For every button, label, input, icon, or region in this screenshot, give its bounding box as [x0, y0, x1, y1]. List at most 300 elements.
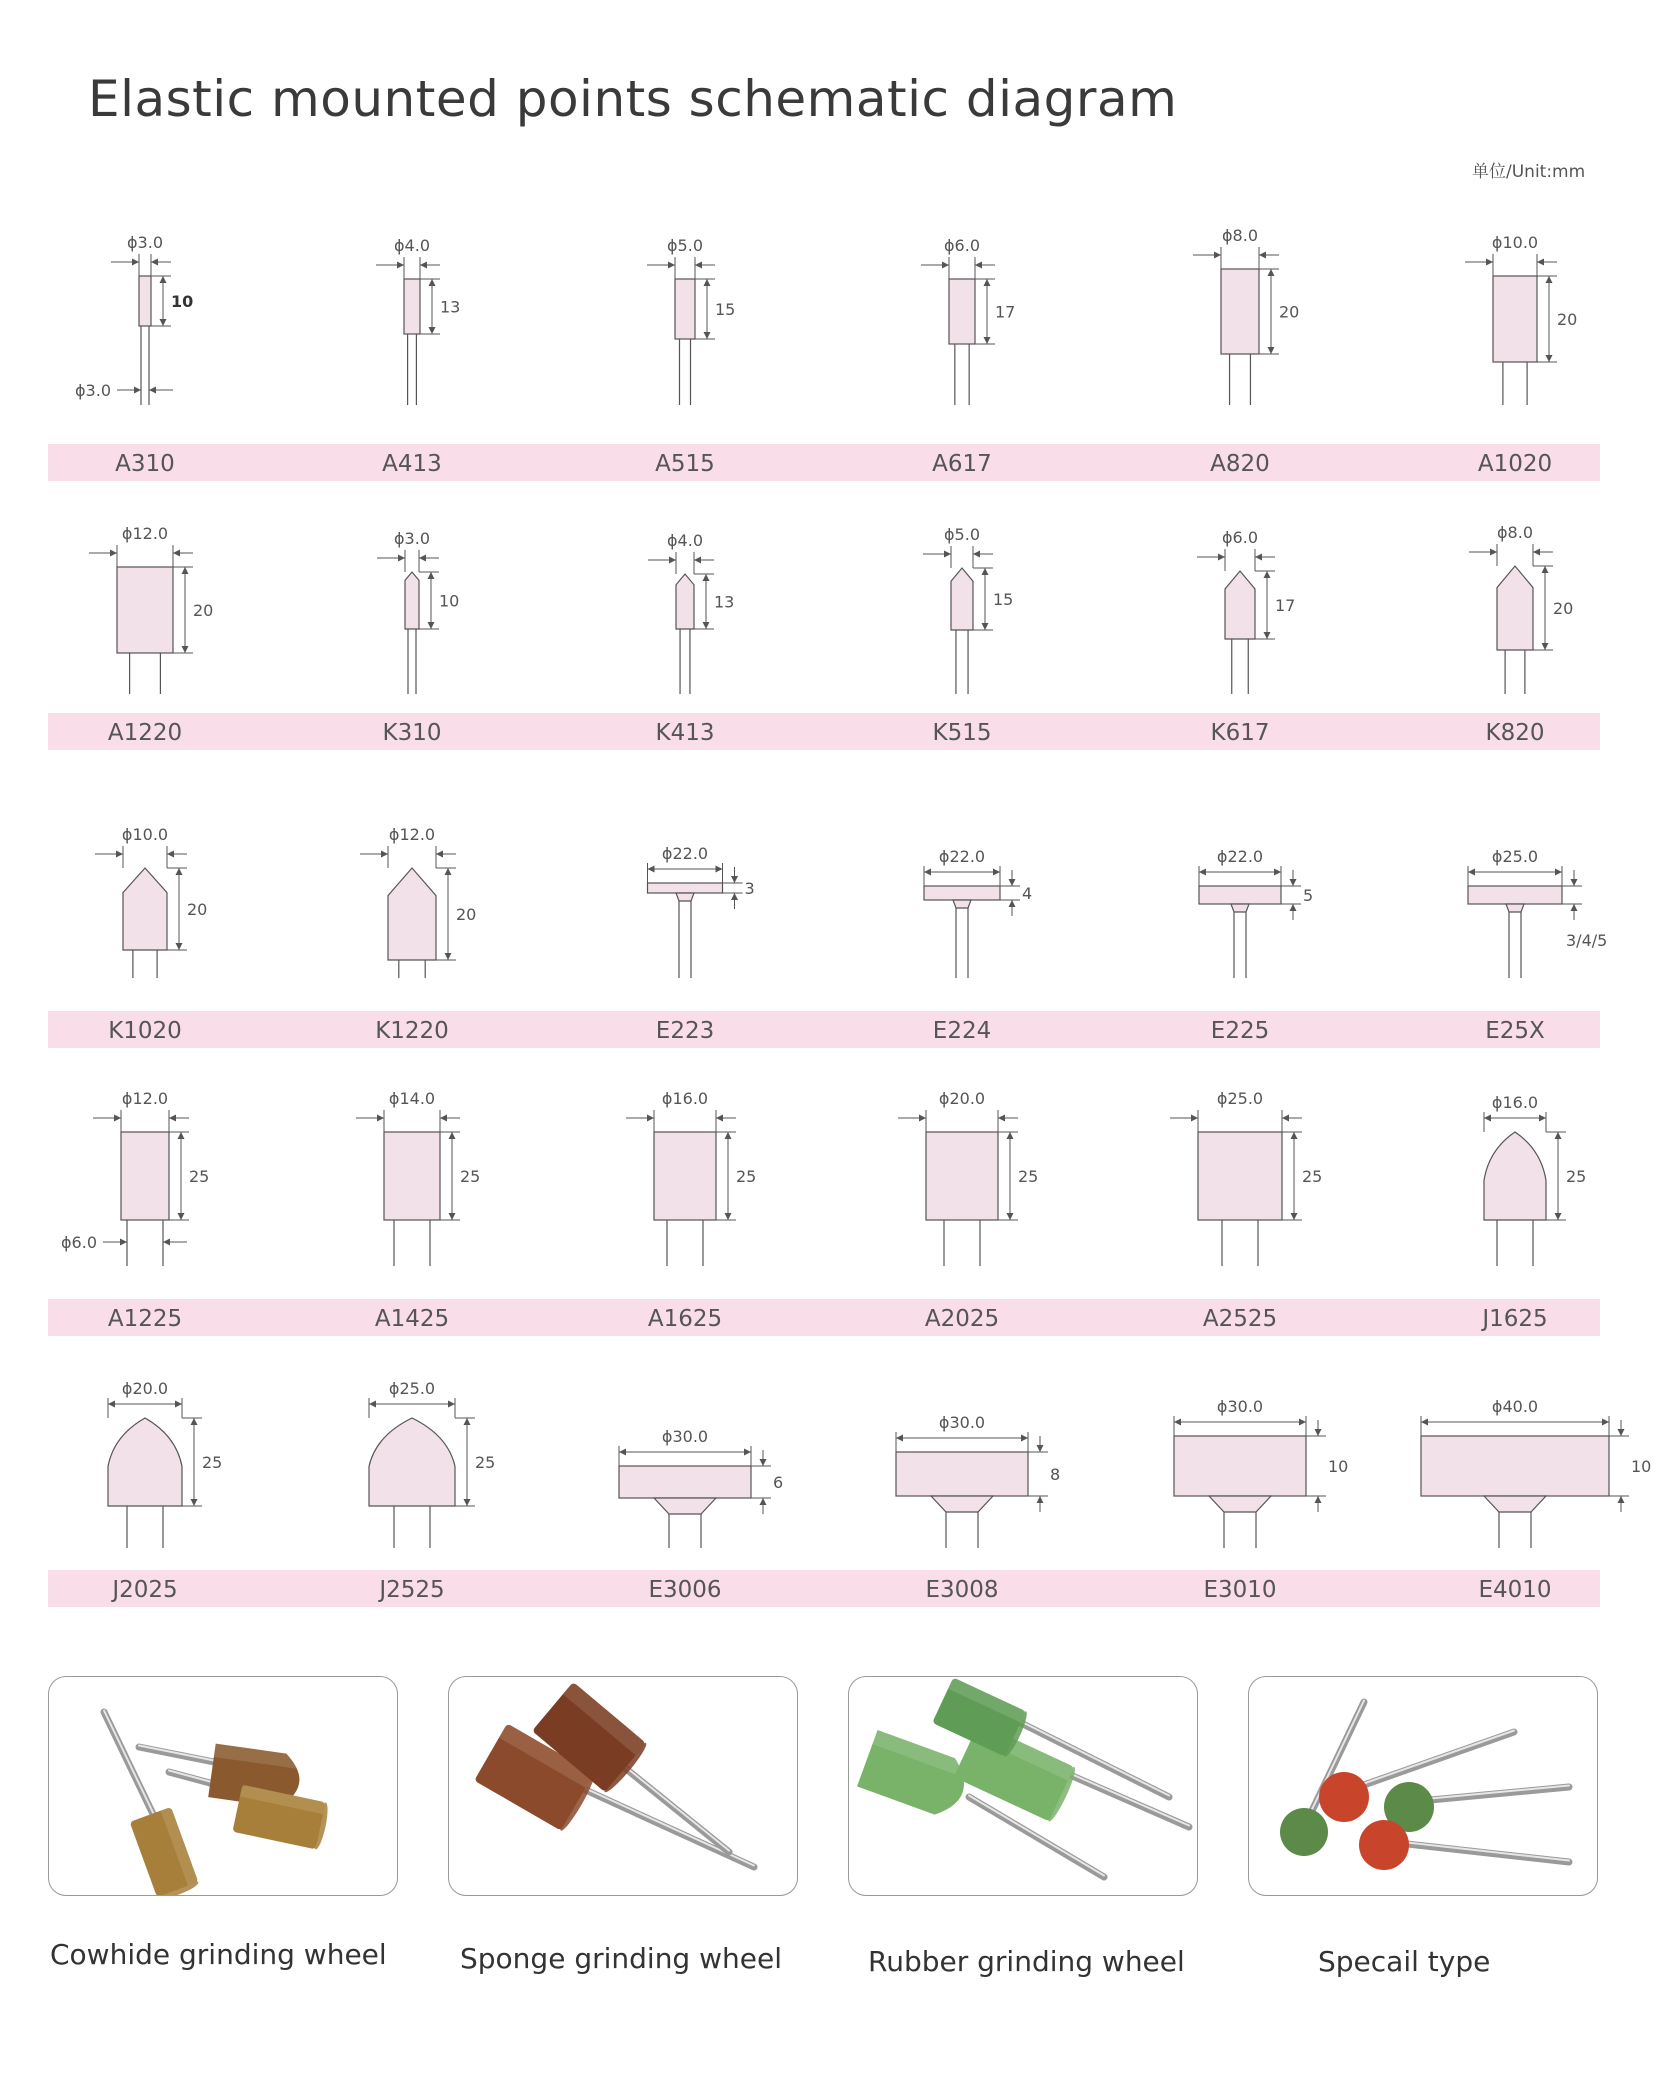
arrowhead — [114, 1115, 121, 1122]
arrowhead — [160, 319, 167, 326]
ball-red — [1359, 1820, 1409, 1870]
ball-red — [1319, 1772, 1369, 1822]
length-label: 25 — [1018, 1167, 1039, 1186]
arrowhead — [464, 1499, 471, 1506]
arrowhead — [984, 337, 991, 344]
arrowhead — [1602, 1419, 1609, 1426]
arrowhead — [716, 1115, 723, 1122]
arrowhead — [1542, 643, 1549, 650]
arrowhead — [1486, 259, 1493, 266]
length-label: 20 — [1557, 310, 1578, 329]
tool-a413 — [376, 236, 460, 477]
tool-hub — [1506, 904, 1524, 912]
diameter-label: ϕ22.0 — [1216, 847, 1264, 866]
model-code: A617 — [932, 451, 992, 477]
arrowhead — [1555, 1132, 1562, 1139]
diameter-label: ϕ10.0 — [121, 825, 169, 844]
tool-a310 — [75, 233, 193, 477]
length-label: 25 — [736, 1167, 757, 1186]
label-band — [48, 713, 1600, 750]
arrowhead — [1255, 554, 1262, 561]
rod — [1344, 1732, 1514, 1792]
arrowhead — [1299, 1419, 1306, 1426]
diameter-label: ϕ4.0 — [667, 531, 703, 550]
diameter-label: ϕ4.0 — [394, 236, 430, 255]
label-band — [48, 444, 1600, 481]
sponge-wheel-image — [449, 1677, 797, 1895]
length-label: 20 — [187, 900, 208, 919]
label-band — [48, 1570, 1600, 1607]
arrowhead — [173, 550, 180, 557]
arrowhead — [191, 1499, 198, 1506]
tool-body — [139, 276, 151, 326]
arrowhead — [1555, 869, 1562, 876]
rod-highlight — [1344, 1731, 1514, 1791]
arrowhead — [993, 869, 1000, 876]
arrowhead — [176, 943, 183, 950]
arrowhead — [1291, 1213, 1298, 1220]
length-label: 17 — [1275, 596, 1296, 615]
arrowhead — [191, 1418, 198, 1425]
tool-body — [896, 1452, 1028, 1496]
product-photo-rubber — [848, 1676, 1198, 1896]
length-label: 10 — [1328, 1457, 1349, 1476]
arrowhead — [429, 279, 436, 286]
tool-body — [926, 1132, 998, 1220]
arrowhead — [1218, 554, 1225, 561]
tool-j2025 — [108, 1379, 222, 1603]
model-code: A2525 — [1202, 1306, 1278, 1332]
label-band — [48, 1011, 1600, 1048]
tool-a1020 — [1465, 233, 1577, 477]
tool-a617 — [921, 236, 1015, 477]
diameter-label: ϕ16.0 — [1491, 1093, 1539, 1112]
tool-a1625 — [626, 1089, 756, 1332]
arrowhead — [1468, 869, 1475, 876]
model-code: A413 — [382, 451, 442, 477]
length-label: 8 — [1050, 1465, 1061, 1484]
arrowhead — [1264, 571, 1271, 578]
arrowhead — [1037, 1445, 1044, 1452]
arrowhead — [924, 869, 931, 876]
arrowhead — [1539, 1115, 1546, 1122]
tool-hub — [1484, 1496, 1546, 1512]
arrowhead — [919, 1115, 926, 1122]
diameter-label: ϕ5.0 — [944, 525, 980, 544]
arrowhead — [1264, 632, 1271, 639]
arrowhead — [1537, 259, 1544, 266]
arrowhead — [419, 555, 426, 562]
diameter-label: ϕ22.0 — [938, 847, 986, 866]
arrowhead — [1009, 900, 1016, 907]
rod — [1389, 1842, 1569, 1862]
model-code: E25X — [1485, 1018, 1545, 1044]
caption-cowhide: Cowhide grinding wheel — [50, 1938, 387, 1971]
length-label: 5 — [1303, 886, 1314, 905]
arrowhead — [1274, 869, 1281, 876]
model-code: E3008 — [925, 1577, 999, 1603]
ball-green — [1280, 1808, 1328, 1856]
diameter-label: ϕ3.0 — [394, 529, 430, 548]
model-code: A1625 — [647, 1306, 723, 1332]
length-label: 10 — [171, 292, 194, 311]
arrowhead — [1009, 879, 1016, 886]
diameter-label: ϕ3.0 — [127, 233, 163, 252]
arrowhead — [619, 1449, 626, 1456]
tool-body — [404, 279, 420, 334]
arrowhead — [694, 557, 701, 564]
rod-highlight — [1389, 1841, 1569, 1861]
length-label: 25 — [1566, 1167, 1587, 1186]
arrowhead — [132, 259, 139, 266]
tool-body — [369, 1418, 455, 1506]
tool-body — [1497, 566, 1533, 650]
arrowhead — [176, 868, 183, 875]
tool-body — [117, 567, 173, 653]
diameter-label: ϕ12.0 — [121, 524, 169, 543]
arrowhead — [704, 279, 711, 286]
length-label: 10 — [439, 591, 460, 611]
arrowhead — [134, 387, 141, 394]
length-label: 20 — [1553, 599, 1574, 618]
diameter-label: ϕ12.0 — [121, 1089, 169, 1108]
arrowhead — [731, 876, 738, 883]
model-code: A2025 — [924, 1306, 1000, 1332]
model-code: J1625 — [1482, 1306, 1548, 1332]
arrowhead — [398, 555, 405, 562]
arrowhead — [160, 276, 167, 283]
diameter-label: ϕ25.0 — [1491, 847, 1539, 866]
arrowhead — [1007, 1132, 1014, 1139]
arrowhead — [760, 1498, 767, 1505]
model-code: A310 — [115, 451, 175, 477]
arrowhead — [1259, 252, 1266, 259]
special-type-image — [1249, 1677, 1597, 1895]
tool-body — [676, 574, 694, 629]
arrowhead — [1199, 869, 1206, 876]
model-code: E225 — [1210, 1018, 1270, 1044]
model-code: E4010 — [1478, 1577, 1552, 1603]
tool-hub — [931, 1496, 993, 1512]
tool-body — [951, 568, 973, 630]
arrowhead — [182, 567, 189, 574]
model-code: K820 — [1485, 720, 1545, 746]
arrowhead — [973, 551, 980, 558]
model-code: K1020 — [108, 1018, 182, 1044]
tool-body — [648, 883, 723, 893]
tool-body — [924, 886, 1000, 900]
arrowhead — [397, 262, 404, 269]
arrowhead — [449, 1213, 456, 1220]
caption-special: Specail type — [1318, 1945, 1491, 1978]
rubber-wheel-image — [849, 1677, 1197, 1895]
tool-body — [405, 572, 419, 629]
diameter-label: ϕ6.0 — [944, 236, 980, 255]
tool-a820 — [1193, 226, 1299, 477]
tool-body — [123, 868, 167, 950]
caption-rubber: Rubber grinding wheel — [868, 1945, 1185, 1978]
length-label: 25 — [202, 1453, 223, 1472]
length-label: 3 — [744, 879, 755, 898]
length-label: 25 — [189, 1167, 210, 1186]
diameter-label: ϕ20.0 — [938, 1089, 986, 1108]
length-label: 13 — [714, 592, 735, 612]
arrowhead — [984, 279, 991, 286]
tool-body — [1484, 1132, 1546, 1220]
arrowhead — [1007, 1213, 1014, 1220]
length-label: 4 — [1022, 884, 1033, 903]
arrowhead — [716, 866, 723, 873]
length-label: 3/4/5 — [1566, 931, 1608, 950]
model-code: K515 — [932, 720, 992, 746]
arrowhead — [381, 851, 388, 858]
arrowhead — [1174, 1419, 1181, 1426]
arrowhead — [703, 622, 710, 629]
arrowhead — [982, 568, 989, 575]
arrowhead — [1037, 1496, 1044, 1503]
diameter-label: ϕ16.0 — [661, 1089, 709, 1108]
arrowhead — [704, 332, 711, 339]
arrowhead — [108, 1401, 115, 1408]
arrowhead — [120, 1239, 127, 1246]
product-photo-sponge — [448, 1676, 798, 1896]
tool-j2525 — [369, 1379, 495, 1603]
arrowhead — [896, 1435, 903, 1442]
tool-hub — [676, 893, 694, 901]
arrowhead — [1555, 1213, 1562, 1220]
arrowhead — [1282, 1115, 1289, 1122]
length-label: 20 — [456, 905, 477, 924]
tool-a1225 — [61, 1089, 209, 1332]
model-code: K617 — [1210, 720, 1270, 746]
arrowhead — [445, 953, 452, 960]
arrowhead — [703, 574, 710, 581]
length-label: 15 — [715, 300, 736, 319]
arrowhead — [1290, 904, 1297, 911]
diameter-label: ϕ22.0 — [661, 844, 709, 863]
model-code: K310 — [382, 720, 442, 746]
arrowhead — [448, 1401, 455, 1408]
tool-hub — [1209, 1496, 1271, 1512]
tool-a1425 — [356, 1089, 480, 1332]
product-photo-cowhide — [48, 1676, 398, 1896]
arrowhead — [1490, 549, 1497, 556]
arrowhead — [428, 622, 435, 629]
diameter-label: ϕ5.0 — [667, 236, 703, 255]
arrowhead — [175, 1401, 182, 1408]
arrowhead — [178, 1132, 185, 1139]
rod-highlight — [1409, 1786, 1569, 1801]
arrowhead — [464, 1418, 471, 1425]
arrowhead — [975, 262, 982, 269]
tool-body — [1221, 269, 1259, 354]
diameter-label: ϕ12.0 — [388, 825, 436, 844]
arrowhead — [1542, 566, 1549, 573]
arrowhead — [182, 646, 189, 653]
length-label: 25 — [460, 1167, 481, 1186]
arrowhead — [151, 259, 158, 266]
tool-j1625 — [1480, 1093, 1586, 1332]
length-label: 15 — [993, 590, 1014, 609]
arrowhead — [1546, 355, 1553, 362]
diameter-label: ϕ40.0 — [1491, 1397, 1539, 1416]
tool-a1220 — [89, 524, 213, 746]
arrowhead — [998, 1115, 1005, 1122]
model-code: A820 — [1210, 451, 1270, 477]
caption-sponge: Sponge grinding wheel — [460, 1942, 782, 1975]
arrowhead — [1268, 347, 1275, 354]
diameter-label: ϕ30.0 — [1216, 1397, 1264, 1416]
tool-a2025 — [898, 1089, 1038, 1332]
diameter-label: ϕ10.0 — [1491, 233, 1539, 252]
arrowhead — [429, 327, 436, 334]
arrowhead — [1571, 879, 1578, 886]
arrowhead — [647, 1115, 654, 1122]
arrowhead — [420, 262, 427, 269]
page-title: Elastic mounted points schematic diagram — [88, 70, 1178, 128]
arrowhead — [116, 851, 123, 858]
rod — [1409, 1787, 1569, 1802]
arrowhead — [110, 550, 117, 557]
model-code: K1220 — [375, 1018, 449, 1044]
arrowhead — [942, 262, 949, 269]
tool-a515 — [647, 236, 735, 477]
arrowhead — [369, 1401, 376, 1408]
arrowhead — [760, 1459, 767, 1466]
tool-body — [619, 1466, 751, 1498]
tool-body — [1493, 276, 1537, 362]
tool-body — [388, 868, 436, 960]
length-label: 25 — [475, 1453, 496, 1472]
length-label: 17 — [995, 302, 1016, 322]
arrowhead — [1571, 904, 1578, 911]
tool-a2525 — [1170, 1089, 1322, 1332]
shank-diameter-label: ϕ6.0 — [61, 1233, 97, 1252]
arrowhead — [178, 1213, 185, 1220]
tool-body — [1174, 1436, 1306, 1496]
diameter-label: ϕ25.0 — [1216, 1089, 1264, 1108]
arrowhead — [445, 868, 452, 875]
model-code: J2525 — [379, 1577, 445, 1603]
tool-k820 — [1469, 523, 1573, 746]
tool-hub — [953, 900, 971, 908]
arrowhead — [725, 1213, 732, 1220]
tool-body — [384, 1132, 440, 1220]
arrowhead — [440, 1115, 447, 1122]
arrowhead — [1533, 549, 1540, 556]
arrowhead — [436, 851, 443, 858]
length-label: 13 — [440, 297, 461, 317]
tool-hub — [654, 1498, 716, 1514]
arrowhead — [1315, 1429, 1322, 1436]
tool-body — [654, 1132, 716, 1220]
diameter-label: ϕ25.0 — [388, 1379, 436, 1398]
arrowhead — [1021, 1435, 1028, 1442]
diameter-label: ϕ30.0 — [661, 1427, 709, 1446]
model-code: K413 — [655, 720, 715, 746]
arrowhead — [744, 1449, 751, 1456]
diameter-label: ϕ20.0 — [121, 1379, 169, 1398]
model-code: A1020 — [1477, 451, 1553, 477]
arrowhead — [167, 851, 174, 858]
arrowhead — [149, 387, 156, 394]
arrowhead — [1618, 1496, 1625, 1503]
tool-body — [1468, 886, 1562, 904]
model-code: A1220 — [107, 720, 183, 746]
tool-body — [1225, 571, 1255, 639]
tool-body — [108, 1418, 182, 1506]
arrowhead — [377, 1115, 384, 1122]
arrowhead — [1546, 276, 1553, 283]
model-code: A515 — [655, 451, 715, 477]
tool-body — [1421, 1436, 1609, 1496]
arrowhead — [669, 557, 676, 564]
length-label: 20 — [193, 601, 214, 620]
shank-diameter-label: ϕ3.0 — [75, 381, 111, 400]
length-label: 20 — [1279, 302, 1300, 322]
arrowhead — [725, 1132, 732, 1139]
arrowhead — [1214, 252, 1221, 259]
tool-k515 — [923, 525, 1013, 746]
arrowhead — [163, 1239, 170, 1246]
model-code: E3006 — [648, 1577, 722, 1603]
model-code: E223 — [655, 1018, 715, 1044]
length-label: 25 — [1302, 1167, 1323, 1186]
length-label: 6 — [773, 1473, 784, 1492]
cowhide-wheel-image — [49, 1677, 397, 1895]
arrowhead — [1290, 879, 1297, 886]
diameter-label: ϕ8.0 — [1222, 226, 1258, 245]
arrowhead — [1484, 1115, 1491, 1122]
tool-body — [121, 1132, 169, 1220]
diameter-label: ϕ6.0 — [1222, 528, 1258, 547]
tool-body — [1198, 1132, 1282, 1220]
arrowhead — [1191, 1115, 1198, 1122]
tool-hub — [1231, 904, 1249, 912]
arrowhead — [1315, 1496, 1322, 1503]
model-code: E3010 — [1203, 1577, 1277, 1603]
arrowhead — [428, 572, 435, 579]
model-code: E224 — [932, 1018, 992, 1044]
arrowhead — [169, 1115, 176, 1122]
arrowhead — [668, 262, 675, 269]
arrowhead — [449, 1132, 456, 1139]
unit-label: 单位/Unit:mm — [1472, 162, 1586, 182]
arrowhead — [944, 551, 951, 558]
arrowhead — [695, 262, 702, 269]
arrowhead — [1268, 269, 1275, 276]
model-code: J2025 — [112, 1577, 178, 1603]
model-code: A1425 — [374, 1306, 450, 1332]
arrowhead — [731, 893, 738, 900]
diameter-label: ϕ30.0 — [938, 1413, 986, 1432]
cylinder-body — [232, 1785, 330, 1851]
model-code: A1225 — [107, 1306, 183, 1332]
tool-body — [675, 279, 695, 339]
arrowhead — [1618, 1429, 1625, 1436]
product-photo-special — [1248, 1676, 1598, 1896]
tool-body — [949, 279, 975, 344]
length-label: 10 — [1631, 1457, 1652, 1476]
tool-body — [1199, 886, 1281, 904]
arrowhead — [982, 623, 989, 630]
arrowhead — [648, 866, 655, 873]
arrowhead — [1291, 1132, 1298, 1139]
arrowhead — [1421, 1419, 1428, 1426]
diameter-label: ϕ14.0 — [388, 1089, 436, 1108]
label-band — [48, 1299, 1600, 1336]
diameter-label: ϕ8.0 — [1497, 523, 1533, 542]
